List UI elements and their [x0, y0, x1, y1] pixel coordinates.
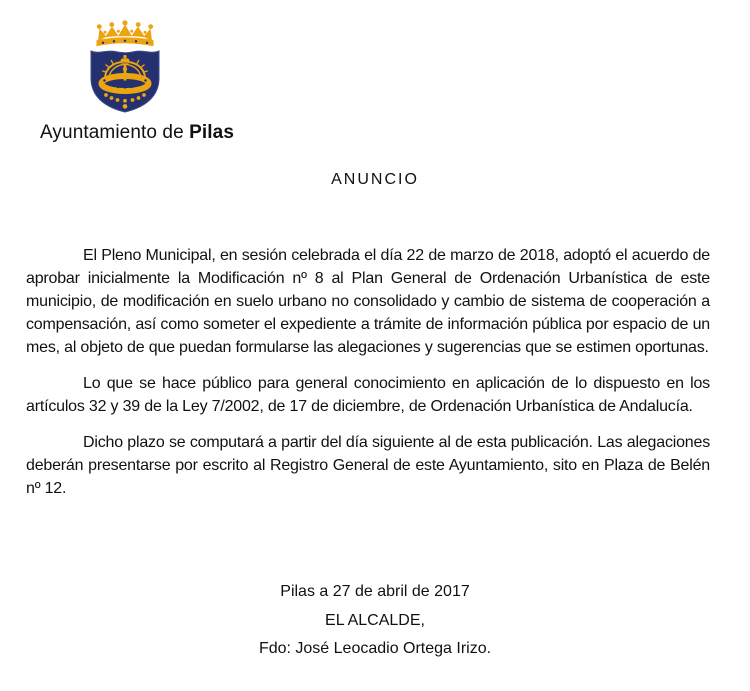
org-name	[40, 122, 234, 144]
signer-title: EL ALCALDE,	[325, 611, 425, 629]
signature: Fdo: José Leocadio Ortega Irizo.	[258, 640, 492, 657]
letterhead	[40, 20, 234, 144]
org-name-regular: Ayuntamiento de	[40, 122, 184, 143]
document-body	[26, 244, 710, 513]
org-name-bold: Pilas	[189, 122, 235, 143]
pilas-coat-of-arms-icon	[84, 20, 166, 114]
place-date: Pilas a 27 de abril de 2017	[280, 583, 470, 600]
paragraph-plenary-agreement: El Pleno Municipal, en sesión celebrada el día 22 de marzo de 2018, adoptó el acuerdo de aprobar inicialmente la Modificación nº 8 al Plan General de Ordenación Urbanística de este municipio, de modificación en suelo urbano no consolidado y cambio de sistema de cooperación a compensación, así como someter el expediente a trámite de información pública por espacio de un mes, al objeto de que puedan formularse las alegaciones y sugerencias que se estimen oportunas.	[26, 247, 710, 356]
document-title: ANUNCIO	[331, 171, 419, 188]
paragraph-public-notice: Lo que se hace público para general conocimiento en aplicación de lo dispuesto en los artículos 32 y 39 de la Ley 7/2002, de 17 de diciembre, de Ordenación Urbanística de Andalucía.	[26, 375, 710, 415]
closing-block	[0, 578, 750, 664]
paragraph-deadline: Dicho plazo se computará a partir del día siguiente al de esta publicación. Las alegaciones deberán presentarse por escrito al Registro General de este Ayuntamiento, sito en Plaza de Belén nº 12.	[26, 434, 710, 497]
